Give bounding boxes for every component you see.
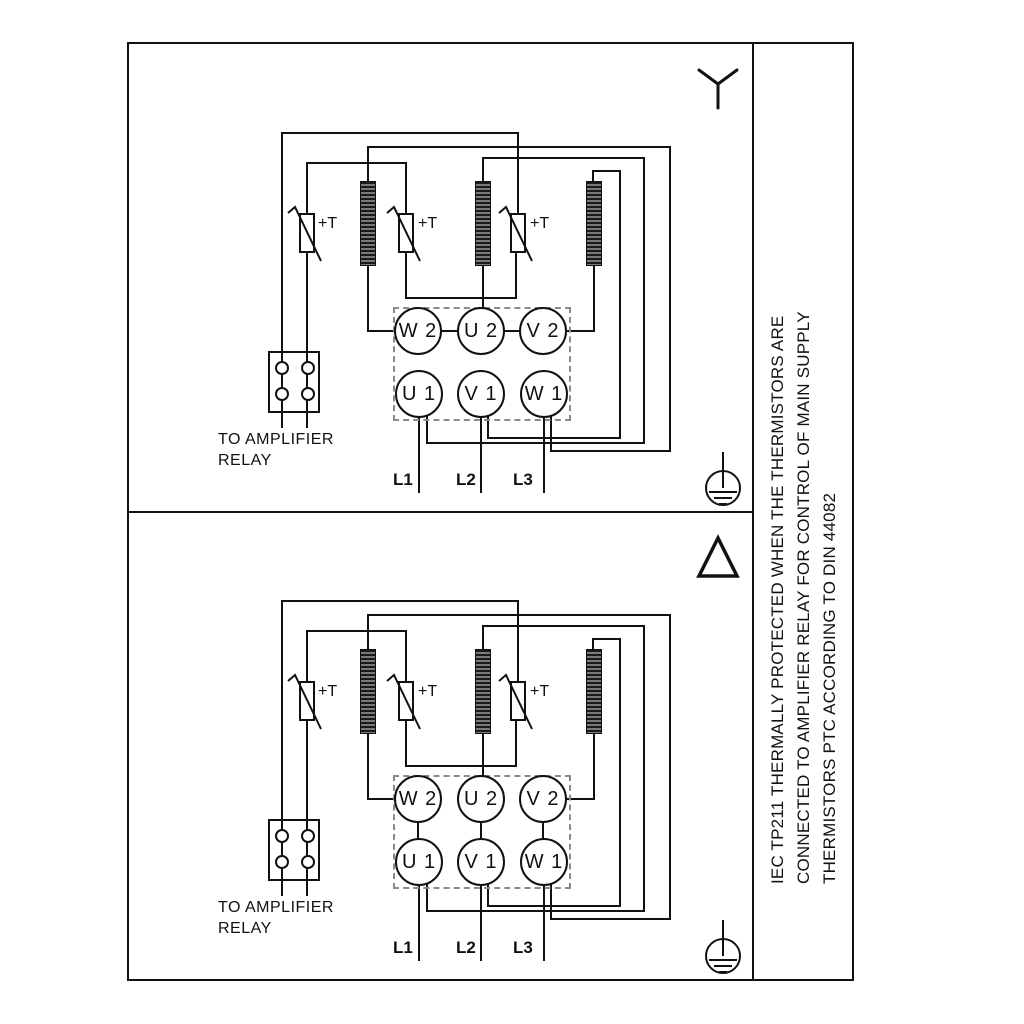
motor-winding-2: [475, 181, 491, 266]
thermistor-3-stroke-icon: [494, 205, 542, 265]
side-note-line-1: IEC TP211 THERMALLY PROTECTED WHEN THE THERMISTORS ARE: [768, 315, 787, 884]
side-note-line-3: THERMISTORS PTC ACCORDING TO DIN 44082: [820, 492, 839, 884]
thermistor-3-label: +T: [530, 215, 550, 232]
supply-label-l2: L2: [456, 470, 476, 489]
terminal-w1: W 1: [520, 370, 568, 418]
terminal-v1: V 1: [457, 370, 505, 418]
relay-pin: [275, 361, 289, 375]
relay-terminal-block: [268, 351, 320, 413]
relay-pin: [301, 855, 315, 869]
thermistor-2-label: +T: [418, 683, 438, 700]
thermistor-3-label: +T: [530, 683, 550, 700]
terminal-u1: U 1: [395, 838, 443, 886]
relay-pin: [275, 387, 289, 401]
supply-label-l1: L1: [393, 470, 413, 489]
thermistor-2-stroke-icon: [382, 205, 430, 265]
relay-pin: [275, 855, 289, 869]
supply-label-l1: L1: [393, 938, 413, 957]
motor-winding-1: [360, 181, 376, 266]
terminal-u2: U 2: [457, 307, 505, 355]
motor-winding-3: [586, 649, 602, 734]
thermistor-1-stroke-icon: [283, 205, 331, 265]
terminal-w2: W 2: [394, 307, 442, 355]
delta-symbol-icon: [692, 530, 744, 582]
thermistor-2-stroke-icon: [382, 673, 430, 733]
terminal-u1: U 1: [395, 370, 443, 418]
thermistor-1-stroke-icon: [283, 673, 331, 733]
thermistor-2-label: +T: [418, 215, 438, 232]
relay-caption-line2: RELAY: [218, 920, 272, 937]
side-note-line-2: CONNECTED TO AMPLIFIER RELAY FOR CONTROL OF MAIN SUPPLY: [794, 311, 813, 884]
relay-pin: [301, 387, 315, 401]
relay-pin: [275, 829, 289, 843]
terminal-u2: U 2: [457, 775, 505, 823]
terminal-w1: W 1: [520, 838, 568, 886]
terminal-v2: V 2: [519, 775, 567, 823]
supply-label-l3: L3: [513, 470, 533, 489]
thermistor-1-label: +T: [318, 215, 338, 232]
relay-caption-line1: TO AMPLIFIER: [218, 431, 334, 448]
terminal-w2: W 2: [394, 775, 442, 823]
motor-winding-1: [360, 649, 376, 734]
terminal-v1: V 1: [457, 838, 505, 886]
delta-connection-panel: [0, 468, 1024, 980]
thermistor-3-stroke-icon: [494, 673, 542, 733]
protective-earth-icon: [701, 918, 745, 976]
relay-caption-line2: RELAY: [218, 452, 272, 469]
supply-label-l3: L3: [513, 938, 533, 957]
supply-label-l2: L2: [456, 938, 476, 957]
relay-terminal-block: [268, 819, 320, 881]
motor-winding-3: [586, 181, 602, 266]
relay-pin: [301, 829, 315, 843]
terminal-v2: V 2: [519, 307, 567, 355]
relay-pin: [301, 361, 315, 375]
thermistor-1-label: +T: [318, 683, 338, 700]
relay-caption-line1: TO AMPLIFIER: [218, 899, 334, 916]
motor-winding-2: [475, 649, 491, 734]
wye-symbol-icon: [692, 62, 744, 112]
